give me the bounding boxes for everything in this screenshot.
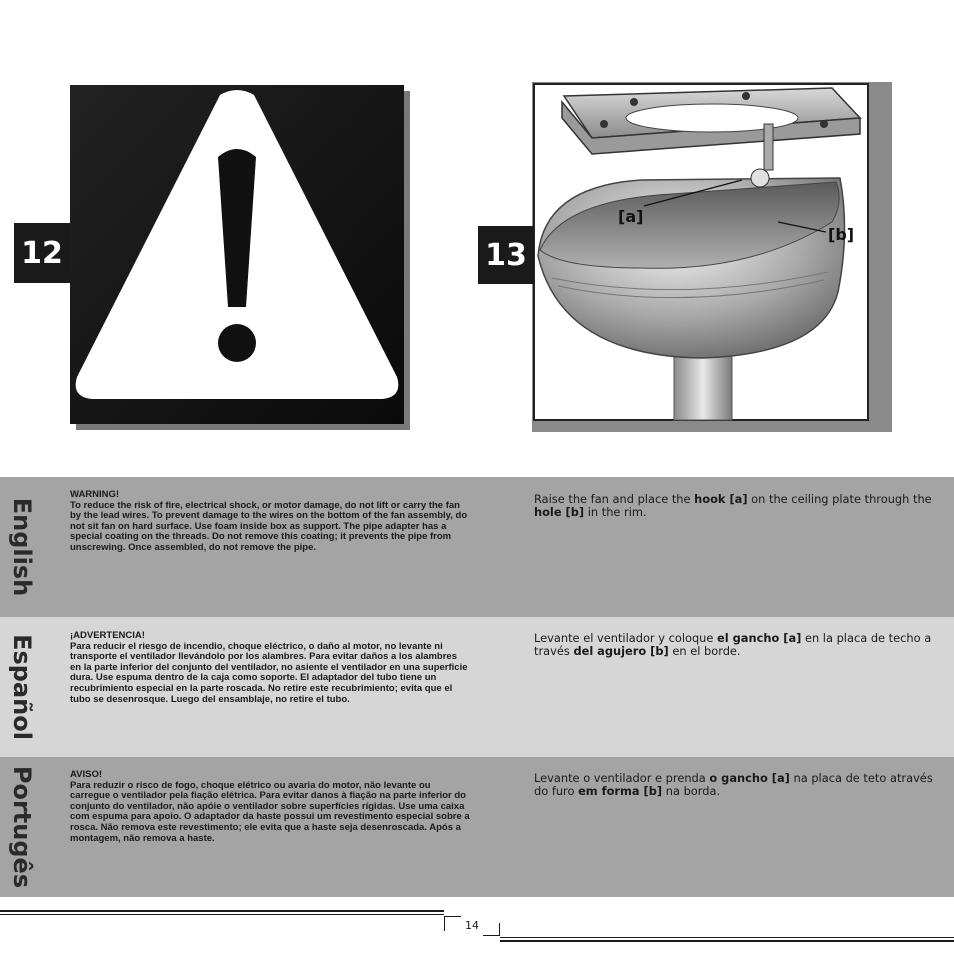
warning-title: ¡ADVERTENCIA! — [70, 630, 145, 641]
fan-hook-illustration — [532, 82, 892, 432]
term-hole: hole [b] — [534, 505, 585, 519]
callout-a: [a] — [618, 207, 644, 226]
warning-portugues — [70, 770, 470, 844]
term-hook: hook [a] — [694, 492, 748, 506]
page-number: 14 — [465, 919, 479, 932]
section-portugues — [0, 757, 954, 897]
warning-title: WARNING! — [70, 489, 120, 500]
footer-rule-right-1 — [500, 937, 954, 938]
language-label-english: English — [8, 497, 37, 597]
page-number-box — [444, 916, 500, 936]
term-forma: em forma [b] — [578, 784, 663, 798]
warning-body: Para reduzir o risco de fogo, choque elétrico ou avaria do motor, não levante ou carregue o ventilador pela fiação elétrica. Para evitar danos à fiação na parte inferior do conjunto do ventilador, não apóie o ventilador sobre superfícies rígidas. Use uma caixa com espuma para apoio. O adaptador da haste possui um revestimento especial sobre a rosca. Não remova este revestimento; ele evita que a haste seja desenroscada. Após a montagem, não remova a haste. — [70, 779, 470, 844]
footer-rule-left-2 — [0, 914, 444, 915]
footer-rule-left-1 — [0, 910, 444, 912]
step-number-12: 12 — [14, 223, 70, 283]
warning-panel — [70, 85, 410, 430]
warning-body: To reduce the risk of fire, electrical shock, or motor damage, do not lift or carry the fan by the lead wires. To prevent damage to the wires on the bottom of the fan assembly, do not sit fan on hard surface. Use foam inside box as support. The pipe adapter has a special coating on the threads. Do not remove this coating; it prevents the pipe from unscrewing. Once assembled, do not remove the pipe. — [70, 499, 468, 553]
language-label-portugues: Portugês — [8, 765, 36, 889]
term-gancho: o gancho [a] — [709, 771, 790, 785]
warning-english — [70, 490, 470, 554]
step-number-13: 13 — [478, 226, 534, 284]
section-english — [0, 477, 954, 617]
language-label-espanol: Español — [8, 634, 37, 740]
warning-title: AVISO! — [70, 769, 103, 780]
figure-12 — [70, 85, 410, 430]
callout-b: [b] — [828, 225, 855, 244]
section-espanol — [0, 617, 954, 757]
warning-body: Para reducir el riesgo de incendio, choque eléctrico, o daño al motor, no levante ni transporte el ventilador llevándolo por los alambres. Para evitar daños a los alambres en la parte inferior del conjunto del ventilador, no asiente el ventilador en una superficie dura. Use espuma dentro de la caja como soporte. El adaptador del tubo tiene un recubrimiento especial en la parte roscada. No retire este recubrimiento; evita que el tubo se desenrosque. Luego del ensamblaje, no retire el tubo. — [70, 640, 468, 705]
term-agujero: del agujero [b] — [573, 644, 669, 658]
exclamation-dot — [218, 324, 256, 362]
footer-rule-right-2 — [500, 940, 954, 942]
instruction-english: Raise the fan and place the hook [a] on the ceiling plate through the hole [b] in the rim. — [534, 492, 932, 519]
instruction-portugues: Levante o ventilador e prenda o gancho [a] na placa de teto através do furo em forma [b] na borda. — [534, 771, 933, 798]
figure-13 — [532, 82, 892, 432]
term-gancho: el gancho [a] — [717, 631, 802, 645]
warning-espanol — [70, 631, 470, 705]
instruction-espanol: Levante el ventilador y coloque el gancho [a] en la placa de techo a través del agujero [b] en el borde. — [534, 631, 932, 658]
